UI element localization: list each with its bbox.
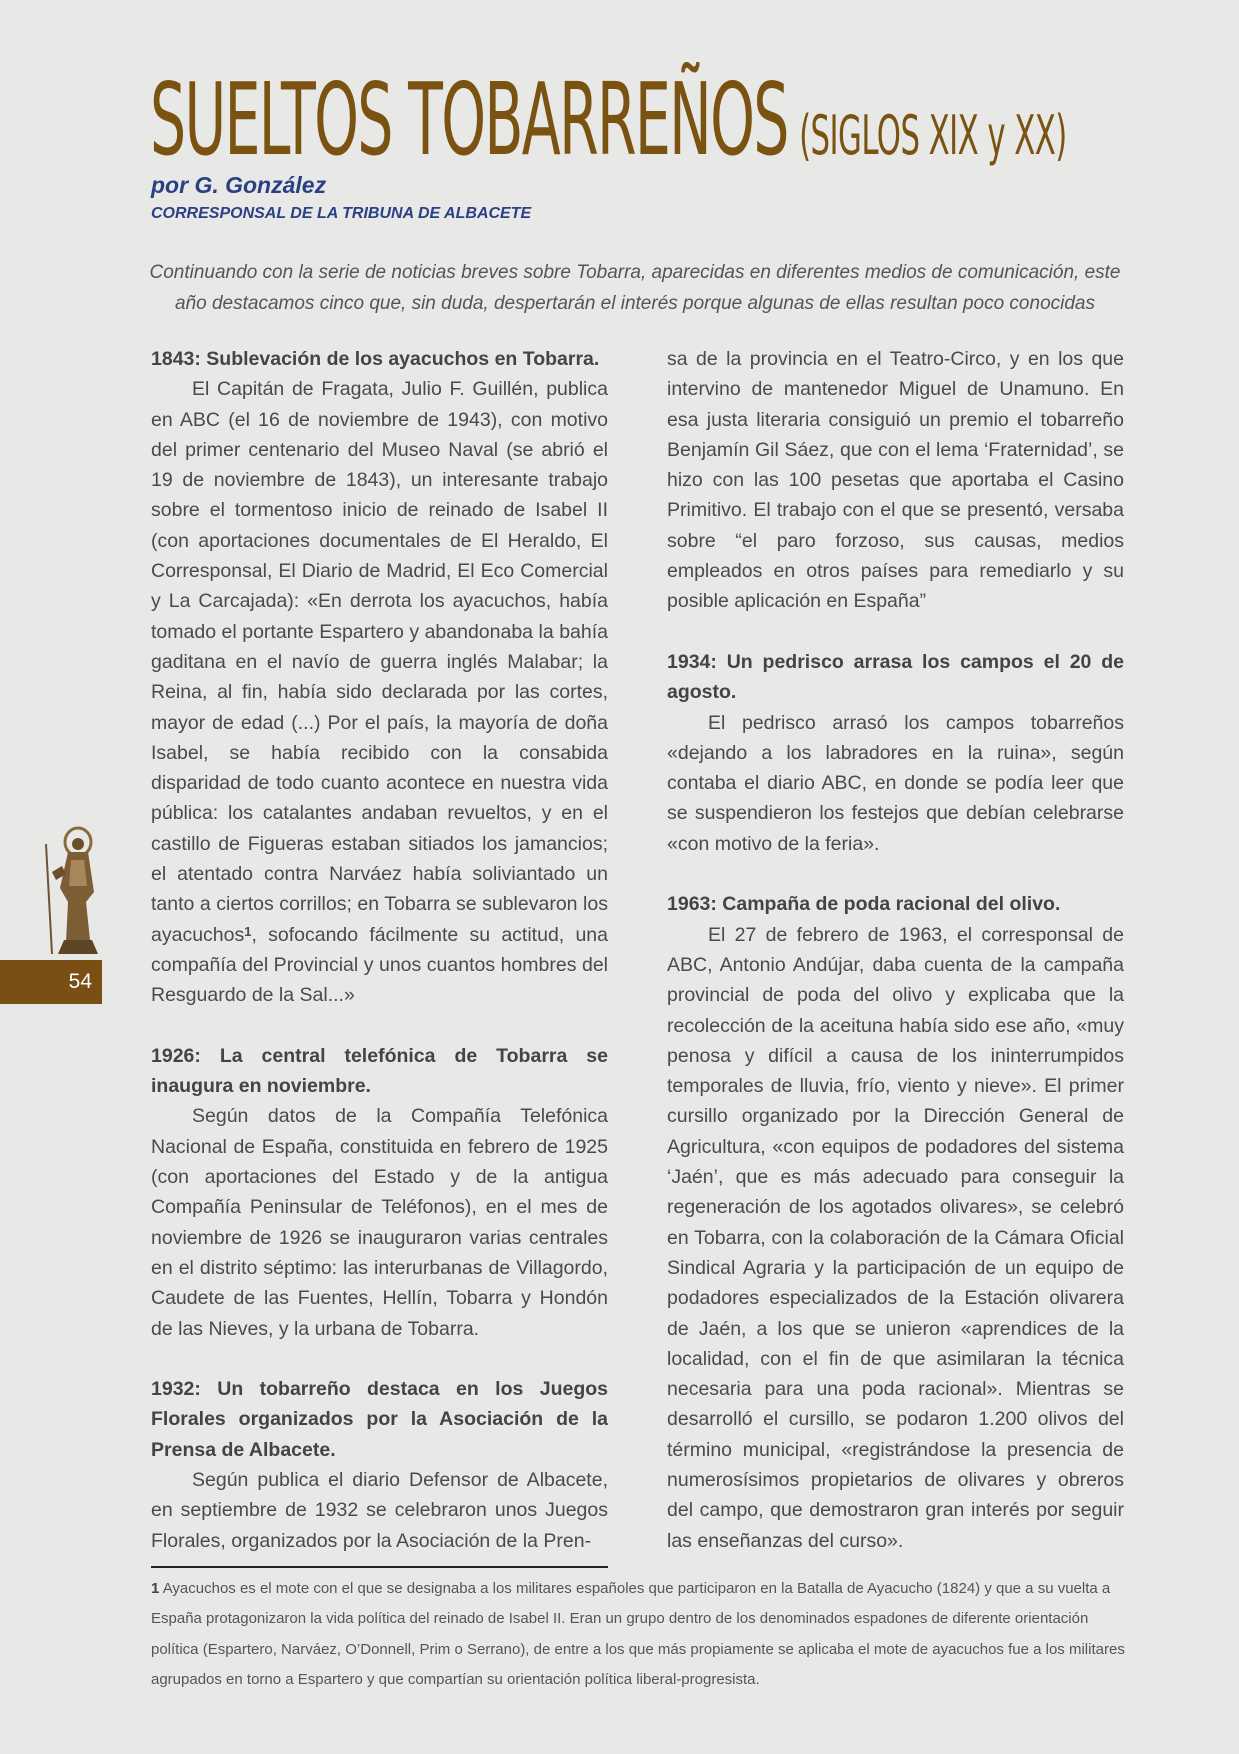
section-1926-body: Según datos de la Compañía Telefónica Nacional de España, constituida en febrero de 1925 (con aportaciones del Estado y de la antigua Compañía Peninsular de Teléfonos), en el mes de noviembre de 1926 se inauguraron varias centrales en el distrito séptimo: las interurbanas de Villagordo, Caudete de las Fuentes, Hellín, Tobarra y Hondón de las Nieves, y la urbana de Tobarra. xyxy=(151,1105,608,1340)
section-1934-body: El pedrisco arrasó los campos tobarreños «dejando a los labradores en la ruina», según contaba el diario ABC, en donde se podía leer que se suspendieron los festejos que debían celebrarse «con motivo de la feria». xyxy=(667,711,1124,855)
section-1843-text-end: , sofocando fácilmente su actitud, una compañía del Provincial y unos cuantos hombres del Resguardo de la Sal...» xyxy=(151,923,608,1007)
section-1932-body: Según publica el diario Defensor de Albacete, en septiembre de 1932 se celebraron unos Juegos Florales, organizados por la Asociación de la Pren- xyxy=(151,1468,608,1552)
right-column xyxy=(667,344,1124,1556)
section-1926-heading: 1926: La central telefónica de Tobarra se inaugura en noviembre. xyxy=(151,1044,608,1098)
section-1843-text: El Capitán de Fragata, Julio F. Guillén, publica en ABC (el 16 de noviembre de 1943), con motivo del primer centenario del Museo Naval (se abrió el 19 de noviembre de 1843), un interesante trabajo sobre el tormentoso inicio de reinado de Isabel II (con aportaciones documentales de El Heraldo, El Corresponsal, El Diario de Madrid, El Eco Comercial y La Carcajada): «En derrota los ayacuchos, había tomado el portante Espartero y abandonaba la bahía gaditana en el navío de guerra inglés Malabar; la Reina, al fin, había sido declarada por las cortes, mayor de edad (...) Por el país, la mayoría de doña Isabel, se había recibido con la consabida disparidad de todo cuanto acontece en nuestra vida pública: los catalantes andaban revueltos, y en el castillo de Figueras estaban sitiados los jamancios; el atentado contra Narváez había soliviantado un tanto a ciertos corrillos; en Tobarra se sublevaron los ayacuchos xyxy=(151,378,608,946)
footnote-text: Ayacuchos es el mote con el que se designaba a los militares españoles que participaron en la Batalla de Ayacucho (1824) y que a su vuelta a España protagonizaron la vida política del reinado de Isabel II. Eran un grupo dentro de los denominados espadones de diferente orientación política (Espartero, Narváez, O’Donnell, Prim o Serrano), de entre a los que más propiamente se aplicaba el mote de ayacuchos fue a los militares agrupados en torno a Espartero y que compartían su orientación política liberal-progresista. xyxy=(151,1580,1125,1688)
footnote-reference[interactable]: 1 xyxy=(244,923,252,939)
section-1932-body-continued: sa de la provincia en el Teatro-Circo, y en los que intervino de mantenedor Miguel de Unamuno. En esa justa literaria consiguió un premio el tobarreño Benjamín Gil Sáez, que con el lema ‘Fraternidad’, se hizo con las 100 pesetas que aportaba el Casino Primitivo. El trabajo con el que se presentó, versaba sobre “el paro forzoso, sus causas, medios empleados en otros países para remediarlo y su posible aplicación en España” xyxy=(667,348,1124,613)
intro-paragraph: Continuando con la serie de noticias breves sobre Tobarra, aparecidas en diferentes medios de comunicación, este año destacamos cinco que, sin duda, despertarán el interés porque algunas de ellas resultan poco conocidas xyxy=(149,262,1121,314)
title-subtitle: (SIGLOS XIX y XX) xyxy=(799,104,1067,167)
section-1963-heading: 1963: Campaña de poda racional del olivo. xyxy=(667,893,1061,916)
page-title xyxy=(150,61,1067,186)
footnote xyxy=(151,1574,1126,1695)
author-affiliation: CORRESPONSAL DE LA TRIBUNA DE ALBACETE xyxy=(151,205,532,222)
section-1963-body: El 27 de febrero de 1963, el corresponsal de ABC, Antonio Andújar, daba cuenta de la campaña provincial de poda del olivo y explicaba que la recolección de la aceituna había sido ese año, «muy penosa y difícil a causa de los ininterrumpidos temporales de lluvia, frío, viento y nieve». El primer cursillo organizado por la Dirección General de Agricultura, «con equipos de podadores del sistema ‘Jaén’, que es más adecuado para conseguir la regeneración de los agotados olivares», se celebró en Tobarra, con la colaboración de la Cámara Oficial Sindical Agraria y la participación de un equipo de podadores especializados de la Estación olivarera de Jaén, a los que se unieron «aprendices de la localidad, con el fin de que asimilaran la técnica necesaria para una poda racional». Mientras se desarrolló el cursillo, se podaron 1.200 olivos del término municipal, «registrándose la presencia de numerosísimos propietarios de olivares y obreros del campo, que demostraron gran interés por seguir las enseñanzas del curso». xyxy=(667,923,1124,1552)
section-1932-heading: 1932: Un tobarreño destaca en los Juegos Florales organizados por la Asociación de la Prensa de Albacete. xyxy=(151,1378,608,1461)
page-number-box xyxy=(0,960,102,1004)
section-1934-heading: 1934: Un pedrisco arrasa los campos el 20 de agosto. xyxy=(667,650,1124,704)
author-byline: por G. González xyxy=(151,172,327,198)
section-1843-body xyxy=(151,374,608,1010)
section-1843-heading: 1843: Sublevación de los ayacuchos en Tobarra. xyxy=(151,348,600,370)
page-number: 54 xyxy=(68,970,92,993)
footnote-divider xyxy=(151,1566,608,1568)
title-main: SUELTOS TOBARREÑOS xyxy=(150,61,788,178)
footnote-number: 1 xyxy=(151,1580,160,1597)
left-column xyxy=(151,344,608,1556)
saint-statue-figure xyxy=(38,822,104,962)
